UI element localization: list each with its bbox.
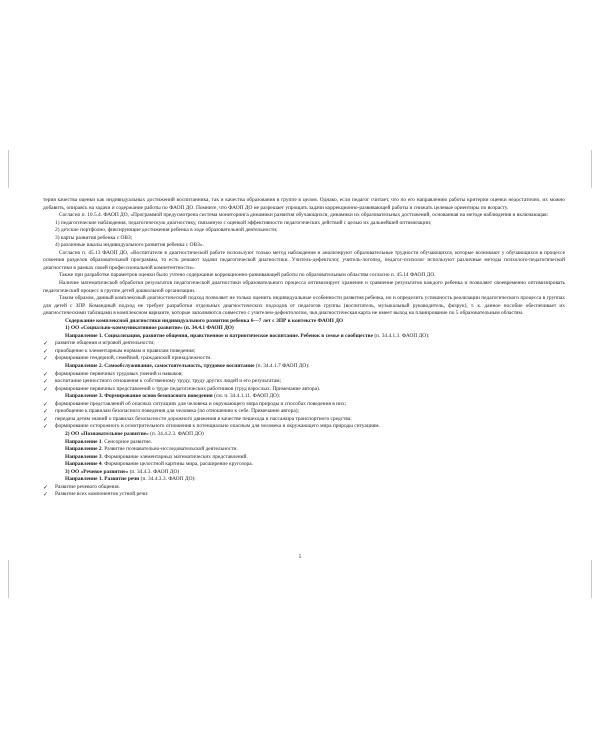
direction-heading bbox=[43, 393, 565, 401]
checkmark-icon: ✓ bbox=[43, 483, 49, 491]
checklist-item-text: передача детям знаний о правилах безопасности дорожного движения в качестве пешехода и пассажира транспортного средства; bbox=[55, 415, 352, 422]
direction-line bbox=[43, 461, 565, 469]
checklist-item-text: Развитие всех компонентов устной речи: bbox=[55, 491, 149, 498]
checklist-item bbox=[43, 491, 565, 499]
section-title: Содержание комплексной диагностики индивидуального развития ребенка 6—7 лет с ЗПР в контексте ФАОП ДО bbox=[65, 317, 344, 324]
direction-heading-text: Направление 1. Социализация, развитие общения, нравственное и патриотическое воспитание. Ребенок в семье и сообществе bbox=[65, 332, 373, 339]
fold-mark-right-bottom bbox=[591, 560, 592, 598]
direction-heading-text: Направление 3. Формирование основ безопасного поведения bbox=[65, 393, 213, 400]
direction-ref: (см. п. 34.4.1.11. ФАОП ДО): bbox=[212, 393, 281, 400]
direction-ref: (п. 34.4.3.3. ФАОП ДО): bbox=[139, 476, 196, 483]
section-heading-text: 1) ОО «Социально-коммуникативное развитие» (п. 34.4.1 ФАОП ДО) bbox=[65, 325, 234, 332]
direction-heading bbox=[43, 476, 565, 484]
direction-text: . Формирование целостной картины мира, расширение кругозора. bbox=[101, 461, 253, 468]
direction-label: Направление 3 bbox=[65, 453, 102, 460]
section-ref: (п. 34.4.2.3. ФАОП ДО) bbox=[148, 430, 204, 437]
checklist-item-text: воспитание ценностного отношения к собственному труду, труду других людей и его результатам; bbox=[55, 378, 282, 385]
paragraph: Согласно п. 10.5.4. ФАОП ДО, «Программой предусмотрена система мониторинга динамики развития обучающихся, динамики их образовательных достижений, основанная на методе наблюдения и включающая: bbox=[59, 212, 549, 219]
paragraph: Таким образом, данный комплексный диагностический подход позволяет не только оценить индивидуальные особенности развития ребенка, но и определить успешность реализации педагогического процесса в группах для детей с ЗПР. Командный подход не требует разработки отдельных диагностических подходов от педагогов группы (воспитатель, музыкальный руководитель, физрук), т. к. данное пособие обеспечивает их диагностическими таблицами в комплексном варианте, которые заполняются совместно с учителем-дефектологом, чья диагностическая карта не имеет выход на планирование по 5 образовательным областям. bbox=[43, 295, 565, 317]
direction-line bbox=[43, 439, 565, 447]
section-heading bbox=[43, 325, 565, 333]
direction-heading-text: Направление 2. Самообслуживание, самостоятельность, трудовое воспитание bbox=[65, 363, 255, 370]
checklist-item-text: Развитие речевого общения. bbox=[55, 483, 120, 490]
checkmark-icon: ✓ bbox=[43, 347, 49, 355]
section-heading-text: 3) ОО «Речевое развитие» bbox=[65, 468, 129, 475]
checklist-item-text: приобщение к правилам безопасного поведения для человека (по отношению к себе. Примечание автора); bbox=[55, 408, 300, 415]
direction-label: Направление 2 bbox=[65, 446, 102, 453]
checkmark-icon: ✓ bbox=[43, 408, 49, 416]
paragraph: Согласно п. 45.13 ФАОП ДО, «Воспитатели в диагностической работе используют только метод наблюдения и анализируют образовательные трудности обучающихся, которые возникают у обучающихся в процессе освоения разделов образовательной программы, то есть решают задачи педагогической диагностики. Учитель-дефектолог, учитель-логопед, педагог-психолог используют различные методы психолого-педагогической диагностики в рамках своей профессиональной компетентности». bbox=[43, 249, 565, 271]
checklist-item bbox=[43, 386, 565, 394]
checkmark-icon: ✓ bbox=[43, 491, 49, 499]
checklist-item-text: формирование осторожного и осмотрительного отношения к потенциально опасным для человека и окружающего мира природы ситуациям. bbox=[55, 423, 380, 430]
paragraph: Также при разработке параметров оценки было учтено содержание коррекционно-развивающей работы по образовательным областям согласно п. 45.14 ФАОП ДО. bbox=[59, 272, 436, 279]
direction-label: Направление 4 bbox=[65, 461, 102, 468]
section-ref: (п. 34.4.3. ФАОП ДО) bbox=[128, 468, 180, 475]
direction-text: . Развитие познавательно-исследовательской деятельности. bbox=[101, 446, 238, 453]
checkmark-icon: ✓ bbox=[43, 400, 49, 408]
direction-line bbox=[43, 446, 565, 454]
checkmark-icon: ✓ bbox=[43, 370, 49, 378]
checklist-item-text: приобщение к элементарным нормам и правилам поведения; bbox=[55, 347, 196, 354]
checklist-item bbox=[43, 378, 565, 386]
section-heading-text: 2) ОО «Познавательное развитие» bbox=[65, 430, 149, 437]
fold-mark-left-top bbox=[8, 150, 9, 188]
checkmark-icon: ✓ bbox=[43, 378, 49, 386]
fold-mark-left-bottom bbox=[8, 560, 9, 598]
paragraph: Наличие математической обработки результатов педагогической диагностики образовательного процесса оптимизирует хранение и сравнение результатов каждого ребенка и позволяет своевременно оптимизировать педагогический процесс в группе детей дошкольной организации. bbox=[43, 280, 565, 294]
checklist-item-text: формирование гендерной, семейной, гражданской принадлежности. bbox=[55, 355, 212, 362]
page-number: 5 bbox=[298, 554, 302, 560]
checkmark-icon: ✓ bbox=[43, 355, 49, 363]
direction-line bbox=[43, 454, 565, 462]
direction-heading-text: Направление 1. Развитие речи bbox=[65, 476, 140, 483]
checklist-item bbox=[43, 371, 565, 379]
document-body bbox=[43, 197, 565, 499]
checklist-item bbox=[43, 355, 565, 363]
list-item: 1) педагогические наблюдения, педагогическую диагностику, связанную с оценкой эффективности педагогических действий с целью их дальнейшей оптимизации; bbox=[55, 219, 432, 226]
checklist-item-text: формирование первичных представлений о труде педагогических работников (труд взрослых. Примечание автора). bbox=[55, 385, 321, 392]
direction-ref: (п. 34.4.1.3. ФАОП ДО): bbox=[372, 332, 430, 339]
checklist-item bbox=[43, 408, 565, 416]
checkmark-icon: ✓ bbox=[43, 385, 49, 393]
direction-label: Направление 1 bbox=[65, 438, 102, 445]
direction-text: . Формирование элементарных математических представлений. bbox=[101, 453, 248, 460]
checklist-item-text: развитие общения и игровой деятельности; bbox=[55, 340, 155, 347]
checklist-item bbox=[43, 423, 565, 431]
direction-ref: (п. 34.4.1.7 ФАОП ДО): bbox=[254, 363, 310, 370]
checkmark-icon: ✓ bbox=[43, 340, 49, 348]
list-item: 2) детские портфолио, фиксирующие достижения ребенка в ходе образовательной деятельности; bbox=[55, 227, 278, 234]
checklist-item-text: формирование первичных трудовых умений и навыков; bbox=[55, 370, 183, 377]
checklist-item bbox=[43, 340, 565, 348]
direction-text: . Сенсорное развитие. bbox=[101, 438, 152, 445]
list-item: 4) различные шкалы индивидуального развития ребенка с ОВЗ». bbox=[55, 242, 204, 249]
section-heading bbox=[43, 431, 565, 439]
checkmark-icon: ✓ bbox=[43, 415, 49, 423]
checkmark-icon: ✓ bbox=[43, 423, 49, 431]
list-item: 3) карты развития ребенка с ОВЗ; bbox=[55, 234, 133, 241]
fold-mark-right-top bbox=[591, 150, 592, 188]
paragraph: терия качества оценки как индивидуальных достижений воспитанника, так и качества образования в группе в целом. Однако, если педагог считает, что по его направлению работы критерии оценки недостаточно, их можно добавить, опираясь на задачи и содержание работы по ФАОП ДО. Помните, что ФАОП ДО не разрешает упрощать задачи коррекционно-развивающей работы и снижать целевые ориентиры по возрасту. bbox=[43, 197, 565, 211]
checklist-item-text: формирование представлений об опасных ситуациях для человека и окружающего мира природы и способах поведения в них; bbox=[55, 400, 347, 407]
direction-heading bbox=[43, 363, 565, 371]
